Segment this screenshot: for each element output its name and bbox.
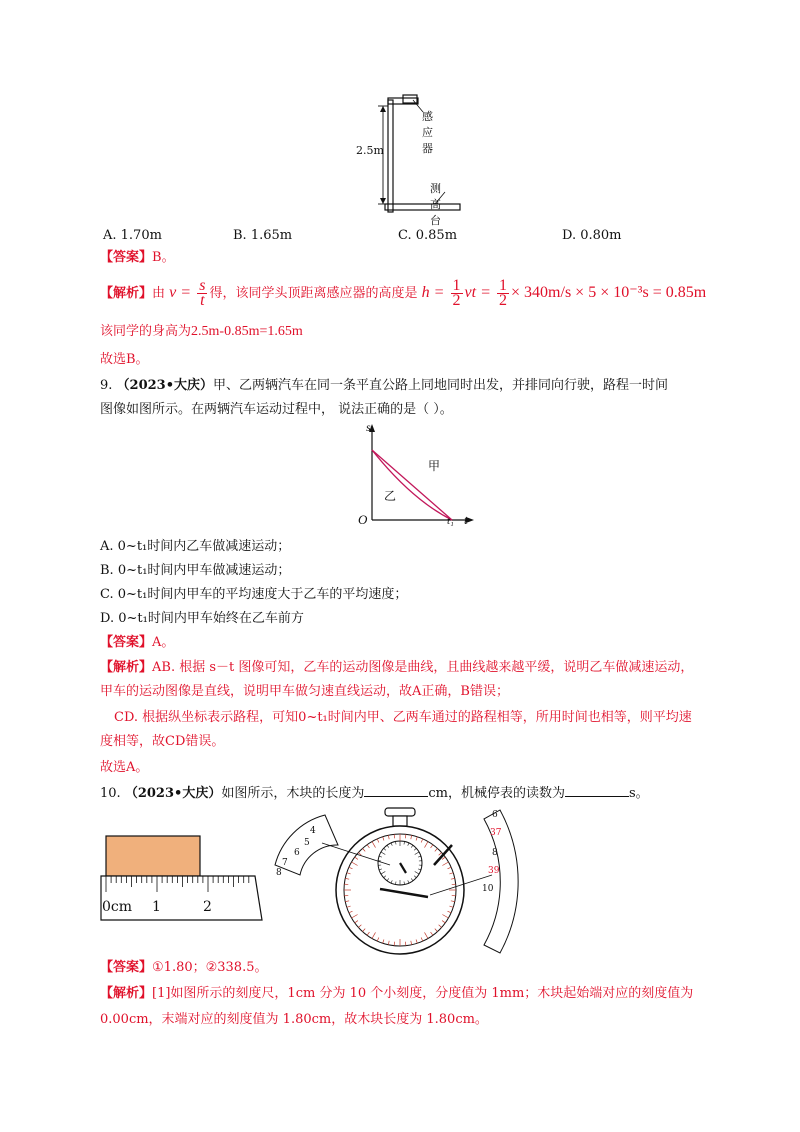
sensor-label: 感应器 [422, 110, 433, 155]
left-dial-label-6: 6 [294, 848, 300, 858]
origin-label: O [358, 512, 368, 527]
formula-fraction-half-1: $\frac{1}{2}$ [452, 277, 461, 309]
q8-analysis: 【解析】由 v = $\frac{s}{t}$ 得，该同学头顶距离感应器的高度是 h = $\frac{1}{2}$ vt = $\frac{1}{2}$ × 340m/s × 5 × 10⁻³s = 0.85m [100, 277, 707, 309]
q10-stem: 10. （2023•大庆）如图所示，木块的长度为 cm，机械停表的读数为 s。 [100, 783, 649, 804]
q9-analysis-2: 甲车的运动图像是直线，说明甲车做匀速直线运动，故A正确，B错误； [100, 684, 509, 699]
axis-t-label: t [464, 512, 468, 527]
q9-option-c: C. 0~t₁时间内甲车的平均速度大于乙车的平均速度； [100, 587, 408, 602]
formula-fraction-s-t: $\frac{s}{t}$ [199, 277, 206, 309]
platform-label: 测高台 [430, 182, 441, 227]
ruler-label-0: 0cm [102, 899, 133, 915]
q9-conclusion: 故选A。 [100, 760, 149, 775]
q8-option-a: A. 1.70m [103, 228, 162, 243]
length-blank[interactable] [364, 783, 428, 797]
q10-answer: 【答案】①1.80；②338.5。 [100, 960, 268, 975]
q8-answer: 【答案】B。 [100, 250, 175, 265]
q8-conclusion: 故选B。 [100, 352, 149, 367]
st-graph [352, 420, 482, 530]
q9-stem-line2: 图像如图所示。在两辆汽车运动过程中， 说法正确的是（ ）。 [100, 402, 453, 417]
ruler-label-2: 2 [203, 899, 212, 915]
left-dial-label-5: 5 [304, 838, 310, 848]
q8-option-c: C. 0.85m [398, 228, 458, 243]
q8-option-b: B. 1.65m [233, 228, 293, 243]
height-label: 2.5m [356, 144, 384, 157]
q9-option-b: B. 0~t₁时间内甲车做减速运动； [100, 563, 291, 578]
right-dial-label-8: 8 [492, 848, 498, 858]
q10-analysis-2: 0.00cm，末端对应的刻度值为 1.80cm，故木块长度为 1.80cm。 [100, 1012, 488, 1027]
right-dial-label-10: 10 [482, 884, 494, 894]
left-dial-label-4: 4 [310, 826, 316, 836]
stopwatch-blank[interactable] [565, 783, 629, 797]
formula-fraction-half-2: $\frac{1}{2}$ [499, 277, 508, 309]
q9-analysis-3: CD. 根据纵坐标表示路程，可知0~t₁时间内甲、乙两车通过的路程相等，所用时间也相等，则平均速 [114, 710, 692, 725]
q8-option-d: D. 0.80m [562, 228, 622, 243]
yi-label: 乙 [384, 489, 397, 503]
q9-answer: 【答案】A。 [100, 635, 175, 650]
t1-label: t₁ [447, 515, 454, 527]
q9-analysis-4: 度相等，故CD错误。 [100, 734, 225, 749]
axis-s-label: s [366, 420, 371, 434]
q8-height-line: 该同学的身高为2.5m-0.85m=1.65m [100, 324, 303, 339]
left-dial-label-8: 8 [276, 868, 282, 878]
jia-label: 甲 [428, 459, 441, 473]
q9-option-a: A. 0~t₁时间内乙车做减速运动； [100, 539, 291, 554]
right-dial-label-37: 37 [490, 828, 502, 838]
right-dial-label-6: 6 [492, 810, 498, 820]
right-dial-label-39: 39 [488, 866, 500, 876]
q9-option-d: D. 0~t₁时间内甲车始终在乙车前方 [100, 611, 304, 626]
q10-analysis-1: 【解析】[1]如图所示的刻度尺，1cm 分为 10 个小刻度，分度值为 1mm；木块起始端对应的刻度值为 [100, 986, 694, 1001]
ruler-label-1: 1 [152, 899, 161, 915]
q9-stem-line1: 9. （2023•大庆）甲、乙两辆汽车在同一条平直公路上同地同时出发，并排同向行驶，路程一时间 [100, 378, 669, 393]
q9-analysis-1: 【解析】AB. 根据 s－t 图像可知，乙车的运动图像是曲线，且曲线越来越平缓，说明乙车做减速运动， [100, 660, 694, 675]
left-dial-label-7: 7 [282, 858, 288, 868]
